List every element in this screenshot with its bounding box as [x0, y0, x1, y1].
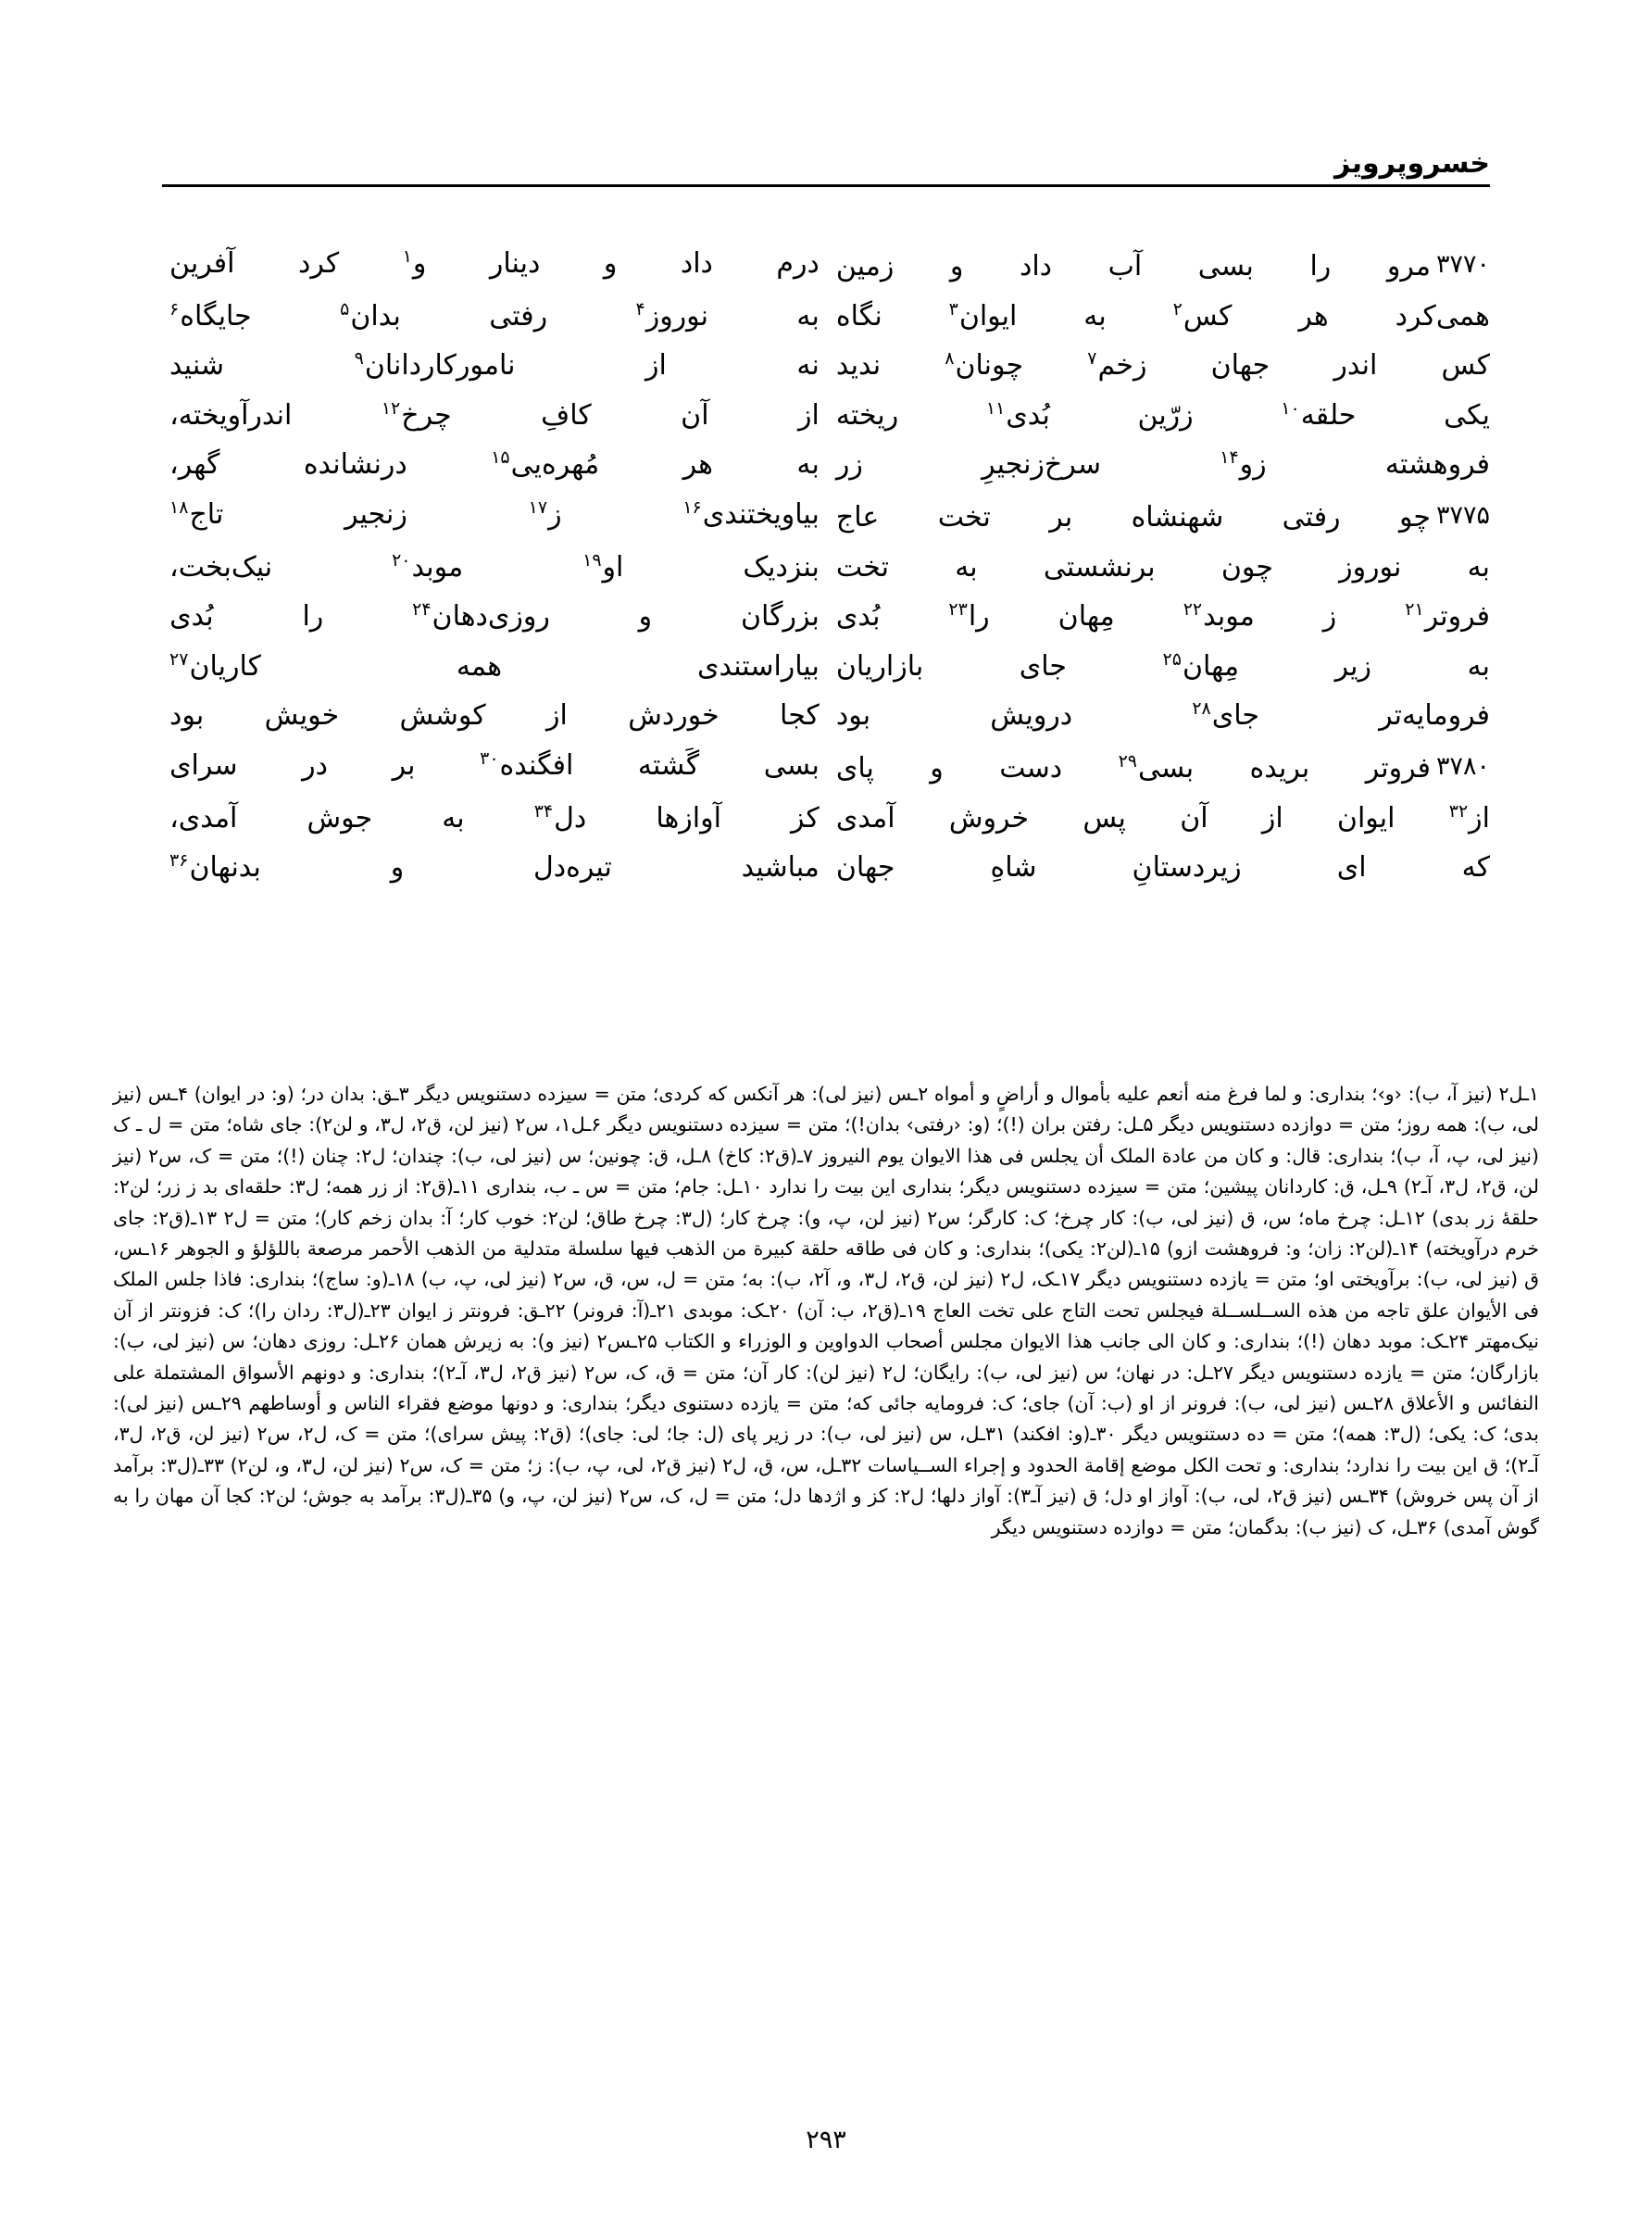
hemistich-left — [162, 847, 820, 889]
verse-word: نامورکاردانان$^۹$ — [354, 348, 516, 383]
verse-word: اندر — [1333, 349, 1378, 383]
verse-word: آب — [1108, 250, 1143, 282]
verse-word: کرد — [297, 247, 340, 280]
hemistich-inner — [836, 596, 1490, 638]
verse-word: و — [390, 851, 405, 885]
hemistich-text — [836, 295, 1490, 338]
verse-word: بیاویختندی$^{۱۶}$ — [682, 496, 820, 531]
hemistich-inner — [169, 695, 820, 737]
hemistich-text — [836, 747, 1431, 790]
verse-word: شنید — [169, 349, 225, 383]
verse-word: گهر، — [169, 448, 220, 482]
hemistich-inner — [169, 546, 820, 589]
verse-word: به — [1467, 649, 1490, 683]
verse-word: بر — [392, 748, 416, 782]
footnote-marker[interactable]: ۲۳ — [948, 599, 968, 621]
verse-word: را — [1309, 250, 1332, 282]
verse-word: سرای — [169, 748, 238, 782]
hemistich-inner — [836, 797, 1490, 840]
footnote-marker[interactable]: ۲۱ — [1405, 599, 1424, 621]
verse-word: به — [1083, 299, 1107, 333]
verse-word: افگنده$^{۳۰}$ — [480, 747, 574, 782]
verse-word: پس — [1083, 801, 1126, 835]
verse-word: جهان — [1210, 349, 1270, 383]
verse-word: بیاراستندی — [697, 649, 820, 683]
hemistich-right — [820, 395, 1490, 437]
verse-line — [162, 444, 1490, 486]
hemistich-inner — [836, 395, 1490, 437]
hemistich-inner — [836, 546, 1490, 589]
footnote-marker[interactable]: ۱۵ — [491, 447, 510, 469]
verse-word: چون — [1220, 550, 1273, 584]
hemistich-left — [162, 494, 820, 536]
hemistich-right — [820, 245, 1490, 288]
verse-word: آمدی — [835, 801, 895, 835]
verse-word: درم — [776, 247, 820, 280]
footnote-marker[interactable]: ۱۲ — [381, 397, 401, 419]
hemistich-left — [162, 646, 820, 688]
verse-number: ۳۷۸۰ — [1435, 751, 1490, 781]
hemistich-text — [836, 395, 1490, 437]
verse-word: خویش — [264, 699, 340, 733]
hemistich-left — [162, 295, 820, 338]
verse-word: و — [638, 600, 653, 634]
verse-word: از$^{۳۲}$ — [1448, 800, 1490, 835]
verse-word: زو$^{۱۴}$ — [1220, 447, 1267, 482]
verse-line — [162, 295, 1490, 338]
hemistich-inner — [169, 596, 820, 638]
verse-word: برنشستی — [1043, 550, 1156, 584]
verse-word: و$^۱$ — [402, 246, 427, 280]
verse-word: مِهان$^{۲۵}$ — [1162, 648, 1240, 683]
hemistich-inner — [169, 395, 820, 437]
verse-word: هر — [1298, 299, 1329, 333]
hemistich-right — [820, 546, 1490, 589]
verse-word: را — [302, 600, 324, 634]
footnote-marker[interactable]: ۷ — [1087, 348, 1097, 370]
footnote-marker[interactable]: ۲۲ — [1183, 599, 1203, 621]
hemistich-text — [836, 345, 1490, 387]
verse-word: که — [1461, 851, 1490, 885]
verse-word: پای — [835, 751, 874, 784]
verse-word: بود — [835, 699, 871, 733]
footnotes-paragraph: ۱ـل۲ (نیز آ، ب): ‹و›؛ بنداری: و لما فرغ منه أنعم علیه بأموال و أراضٍ و أمواه ۲ـس (نیز لی): هر آنکس که کردی؛ متن = سیزده دستنویس دیگر ۳ـق: بدان در؛ (و: در ایوان) ۴ـس (نیز لی، ب): همه روز؛ متن = دوازده دستنویس دیگر ۵ـل: رفتن بران (!)؛ (و: ‹رفتی› بدان!)؛ متن = سیزده دستنویس دیگر ۶ـل۱، س۲ (نیز لن، ق۲، ل۳، و لن۲): جای شاه؛ متن = ل ـ ک (نیز لی، پ، آ، ب)؛ بنداری: قال: و کان من عادة الملک أن یجلس فی هذا الایوان یوم النیروز ۷ـ(ق۲: کاخ) ۸ـل، ق: چونین؛ س (نیز لی، ب): چندان؛ ل۲: چنان (!)؛ متن = ک، س۲ (نیز لن، ق۲، ل۳، آـ۲) ۹ـل، ق: کاردانان پیشین؛ متن = سیزده دستنویس دیگر؛ بنداری این بیت را ندارد ۱۰ـل: جام؛ متن = س ـ ب، بنداری ۱۱ـ(ق۲: از زر همه؛ ل۳: حلقه‌ای بد ز زر؛ لن۲: حلقهٔ زر بدی) ۱۲ـل: چرخ ماه؛ س، ق (نیز لی، ب): کار چرخ؛ ک: کارگر؛ س۲ (نیز لن، پ، و): چرخ کار؛ (ل۳: چرخ طاق؛ لن۲: خوب کار؛ آ: بدان زخم کار)؛ متن = ل۲ ۱۳ـ(ق۲: جای خرم درآویخته) ۱۴ـ(لن۲: زان؛ و: فروهشت ازو) ۱۵ـ(لن۲: یکی)؛ بنداری: و کان فی طاقه حلقة کبیرة من الذهب فیها سلسلة متدلیة من الذهب الأحمر مرصعة باللؤلؤ و الجوهر ۱۶ـس، ق (نیز لی، ب): برآویختی او؛ متن = یازده دستنویس دیگر ۱۷ـک، ل۲ (نیز لن، ق۲، ل۳، و، آ۲، ب): به؛ متن = ل، س، ق، س۲ (نیز لی، پ، ب) ۱۸ـ(و: ساج)؛ بنداری: فاذا جلس الملک فی الأیوان علق تاجه من هذه الســلســلة فیجلس تحت التاج علی تخت العاج ۱۹ـ(ق۲، ب: آن) ۲۰ـک: موبدی ۲۱ـ(آ: فرونر) ۲۲ـق: فرونتر ز ایوان ۲۳ـ(ل۳: ردان را)؛ ک: فزونتر از آن نیک‌مهتر ۲۴ـک: موبد دهان (!)؛ بنداری: و کان الی جانب هذا الایوان مجلس أصحاب الدواوین و الوزراء و الکتاب ۲۵ـس۲ (نیز و): به زیرش همان ۲۶ـل: روزی دهان؛ س (نیز لی، ب): بازارگان؛ متن = یازده دستنویس دیگر ۲۷ـل: در نهان؛ س (نیز لی، ب): رایگان؛ ل۲ (نیز لن): کار آن؛ متن = ق، ک، س۲ (نیز ق۲، ل۳، آـ۲)؛ بنداری: و دونهم الأسواق المشتملة علی النفائس و الأعلاق ۲۸ـس (نیز لی، ب): فرونر از او (ب: آن) جای؛ ک: فرومایه جائی که؛ متن = یازده دستنوی دیگر؛ بنداری: و دونها موضع فقراء الناس و أوساطهم ۲۹ـس (نیز لی): بدی؛ ک: یکی؛ (ل۳: همه)؛ متن = ده دستنویس دیگر ۳۰ـ(و: افکند) ۳۱ـل، س (نیز لی، ب): در زیر پای (ل: جا؛ لی: جای)؛ (ق۲: پیش سرای)؛ متن = ک، ل۲، س۲ (نیز لن، ق۲، ل۳، آـ۲)؛ ق این بیت را ندارد؛ بنداری: و تحت الکل موضع إقامة الحدود و إجراء الســیاسات ۳۲ـل، س، ق، ل۲ (نیز ق۲، لی، پ، ب): ز؛ متن = ک، س۲ (نیز لن، ل۳، و، لن۲) ۳۳ـ(ل۳: برآمد از آن پس خروش) ۳۴ـس (نیز ق۲، لی، ب): آواز او دل؛ ق (نیز آـ۳): آواز دلها؛ ل۲: کز و اژدها دل؛ متن = ل، ک، س۲ (نیز لن، پ، و) ۳۵ـ(ل۳: برآمد به جوش؛ لن۲: کجا آن مهان را به گوش آمدی) ۳۶ـل، ک (نیز ب): بدگمان؛ متن = دوازده دستنویس دیگر — [113, 1083, 1540, 1538]
verse-word: یکی — [1444, 398, 1490, 432]
verse-word: کاریان$^{۲۷}$ — [169, 648, 261, 683]
footnote-marker[interactable]: ۱۱ — [985, 397, 1006, 419]
verse-word: فروتر — [1365, 751, 1431, 784]
verse-word: تیره‌دل — [533, 851, 612, 885]
running-header — [162, 147, 1490, 215]
hemistich-text — [836, 596, 1490, 638]
hemistich-right — [820, 596, 1490, 638]
footnote-marker[interactable]: ۱ — [402, 246, 412, 267]
hemistich-right — [820, 797, 1490, 840]
verse-word: از — [798, 398, 820, 432]
footnotes-block — [113, 1079, 1539, 1543]
footnote-marker[interactable]: ۱۰ — [1281, 397, 1300, 419]
verse-word: را$^{۲۳}$ — [948, 599, 990, 634]
verse-word: شاهِ — [990, 851, 1037, 885]
footnote-marker[interactable]: ۲ — [1172, 298, 1183, 320]
verse-word: نوروز — [1339, 550, 1402, 584]
page-number: ۲۹۳ — [806, 2126, 846, 2154]
verse-word: موبد$^{۲۲}$ — [1183, 599, 1255, 634]
hemistich-text — [169, 444, 820, 486]
verse-word: دل$^{۳۴}$ — [533, 800, 587, 835]
footnote-marker[interactable]: ۹ — [354, 348, 364, 370]
footnote-marker[interactable]: ۲۴ — [412, 599, 432, 621]
hemistich-right — [820, 695, 1490, 737]
verse-word: آوازها — [656, 801, 721, 835]
verse-word: کس — [1441, 349, 1490, 383]
hemistich-text — [169, 295, 820, 338]
verse-word: زر — [835, 448, 863, 482]
verse-line — [162, 847, 1490, 889]
verse-word: خروش — [948, 801, 1030, 835]
footnote-marker[interactable]: ۱۴ — [1220, 447, 1239, 469]
verse-word: مباشید — [741, 851, 820, 885]
hemistich-inner — [169, 494, 820, 536]
verse-word: بُدی — [835, 600, 881, 634]
hemistich-left — [162, 444, 820, 486]
hemistich-text — [169, 546, 820, 589]
verse-word: از — [546, 699, 568, 733]
verse-line — [162, 345, 1490, 387]
verse-word: چونان$^۸$ — [945, 348, 1024, 383]
verse-word: به — [1467, 550, 1490, 584]
verse-word: سرخ‌زنجیرِ — [982, 448, 1101, 482]
verse-word: زمین — [835, 250, 895, 282]
footnote-marker[interactable]: ۴ — [635, 298, 645, 320]
hemistich-right — [820, 496, 1490, 539]
verse-word: بریده — [1249, 751, 1310, 784]
hemistich-text — [836, 646, 1490, 688]
footnote-marker[interactable]: ۱۶ — [682, 496, 702, 518]
hemistich-right — [820, 345, 1490, 387]
hemistich-inner — [836, 295, 1490, 338]
verse-word: جای$^{۲۸}$ — [1192, 698, 1259, 733]
verse-word: بدنهان$^{۳۶}$ — [169, 850, 261, 885]
hemistich-text — [836, 546, 1490, 589]
verse-word: درویش — [990, 699, 1073, 733]
verse-word: در — [302, 748, 328, 782]
footnote-marker[interactable]: ۳۰ — [480, 747, 499, 769]
hemistich-right — [820, 295, 1490, 338]
hemistich-inner — [169, 444, 820, 486]
verse-word: مُهره‌یی$^{۱۵}$ — [491, 447, 600, 482]
hemistich-left — [162, 745, 820, 787]
verse-word: درنشانده — [303, 448, 407, 482]
hemistich-inner — [169, 243, 820, 285]
hemistich-text — [169, 243, 820, 285]
verse-word: هر — [682, 448, 713, 482]
verse-word: گَشته — [637, 748, 700, 782]
hemistich-inner — [836, 345, 1490, 387]
verse-line — [162, 494, 1490, 539]
verse-word: حلقه$^{۱۰}$ — [1281, 397, 1357, 432]
verse-word: ز — [1322, 600, 1337, 634]
footnote-marker[interactable]: ۶ — [169, 298, 180, 320]
verse-word: جای — [1019, 649, 1067, 683]
hemistich-text — [836, 847, 1490, 889]
verse-word: ریخته — [835, 398, 899, 432]
verse-word: خوردش — [628, 699, 720, 733]
hemistich-left — [162, 345, 820, 387]
verse-word: کجا — [780, 699, 820, 733]
verse-word: جهان — [835, 851, 895, 885]
verse-word: تخت — [835, 550, 890, 584]
verse-word: همی‌کرد — [1395, 299, 1490, 333]
hemistich-text — [836, 797, 1490, 840]
footnote-marker[interactable]: ۲۸ — [1192, 698, 1211, 720]
verse-word: کافِ — [541, 398, 592, 432]
hemistich-text — [169, 345, 820, 387]
verse-line — [162, 695, 1490, 737]
verse-word: بازاریان — [835, 649, 924, 683]
verse-word: زنجیر — [344, 497, 407, 531]
footnote-marker[interactable]: ۳۶ — [169, 850, 189, 872]
verse-word: همه — [456, 649, 503, 683]
hemistich-inner — [836, 496, 1490, 539]
verse-word: دست — [999, 751, 1063, 784]
verse-word: فرومایه‌تر — [1379, 699, 1490, 733]
hemistich-text — [169, 847, 820, 889]
hemistich-left — [162, 797, 820, 840]
hemistich-inner — [836, 695, 1490, 737]
footnote-marker[interactable]: ۵ — [340, 298, 350, 320]
verse-word: بُدی — [169, 600, 214, 634]
footnote-marker[interactable]: ۲۵ — [1162, 648, 1182, 670]
header-rule — [162, 184, 1490, 187]
verse-word: بزرگان — [741, 600, 820, 634]
verse-line — [162, 745, 1490, 790]
verse-line — [162, 395, 1490, 437]
hemistich-text — [169, 695, 820, 737]
hemistich-inner — [169, 797, 820, 840]
verse-word: ای — [1336, 851, 1367, 885]
verse-word: بُدی$^{۱۱}$ — [985, 397, 1050, 432]
footnote-marker[interactable]: ۱۸ — [169, 496, 189, 518]
verse-word: فروتر$^{۲۱}$ — [1405, 599, 1490, 634]
hemistich-text — [169, 596, 820, 638]
hemistich-right — [820, 747, 1490, 790]
verse-word: زیر — [1334, 649, 1371, 683]
verse-word: بنزدیک — [743, 550, 820, 584]
verse-word: بود — [169, 699, 205, 733]
verse-word: بسی — [763, 748, 820, 782]
verse-word: زیردستانِ — [1132, 851, 1242, 885]
verse-word: رفتی — [1282, 500, 1341, 533]
verse-word: آفرین — [169, 247, 235, 280]
hemistich-text — [169, 646, 820, 688]
footnote-marker[interactable]: ۱۷ — [528, 496, 548, 518]
verse-word: ندید — [835, 349, 882, 383]
verse-line — [162, 646, 1490, 688]
hemistich-left — [162, 695, 820, 737]
verse-word: و — [930, 751, 944, 784]
footnote-marker[interactable]: ۸ — [945, 348, 955, 370]
verse-word: تخت — [937, 500, 991, 533]
verse-number: ۳۷۷۵ — [1435, 500, 1490, 530]
verse-word: رفتی — [489, 299, 548, 333]
verse-word: و — [603, 247, 618, 280]
verse-word: بدان$^۵$ — [340, 298, 401, 333]
verse-word: عاج — [835, 500, 880, 533]
verse-word: چو — [1398, 500, 1431, 533]
verse-word: بسی$^{۲۹}$ — [1118, 750, 1195, 784]
verse-block — [162, 243, 1490, 897]
footnote-marker[interactable]: ۱۹ — [582, 549, 602, 571]
verse-word: جوش — [307, 801, 373, 835]
hemistich-inner — [169, 295, 820, 338]
verse-word: نه — [796, 349, 820, 383]
verse-word: ایوان — [1336, 801, 1395, 835]
verse-word: روزی‌دهان$^{۲۴}$ — [412, 599, 550, 634]
hemistich-text — [836, 444, 1490, 486]
verse-number: ۳۷۷۰ — [1435, 250, 1490, 279]
verse-word: ایوان$^۳$ — [948, 298, 1018, 333]
verse-word: تاج$^{۱۸}$ — [169, 496, 224, 531]
hemistich-text — [169, 797, 820, 840]
verse-word: فروهشته — [1384, 448, 1490, 482]
footnote-marker[interactable]: ۳۴ — [533, 800, 554, 822]
verse-word: او$^{۱۹}$ — [582, 549, 624, 584]
verse-word: کز — [791, 801, 820, 835]
verse-line — [162, 243, 1490, 288]
verse-word: داد — [1019, 250, 1053, 282]
verse-word: داد — [680, 247, 713, 280]
verse-word: کس$^۲$ — [1172, 298, 1233, 333]
running-header-title: خسروپرویز — [1334, 147, 1490, 180]
footnote-marker[interactable]: ۲۹ — [1118, 750, 1137, 772]
verse-word: جایگاه$^۶$ — [169, 298, 252, 333]
hemistich-inner — [169, 345, 820, 387]
hemistich-text — [169, 395, 820, 437]
hemistich-inner — [836, 245, 1490, 288]
verse-word: بر — [1049, 500, 1073, 533]
verse-word: بسی — [1197, 250, 1254, 282]
verse-word: ز$^{۱۷}$ — [528, 496, 562, 531]
hemistich-inner — [836, 747, 1490, 790]
footnote-marker[interactable]: ۳ — [948, 298, 958, 320]
hemistich-text — [169, 494, 820, 536]
verse-line — [162, 546, 1490, 589]
verse-word: به — [442, 801, 465, 835]
verse-word: دینار — [489, 247, 541, 280]
verse-word: شهنشاه — [1131, 500, 1224, 533]
verse-word: آمدی، — [169, 801, 238, 835]
hemistich-right — [820, 646, 1490, 688]
hemistich-text — [836, 695, 1490, 737]
hemistich-left — [162, 395, 820, 437]
verse-word: اندرآویخته، — [169, 398, 293, 432]
verse-word: چرخ$^{۱۲}$ — [381, 397, 452, 432]
verse-word: زرّین — [1137, 398, 1194, 432]
footnote-marker[interactable]: ۳۲ — [1448, 800, 1469, 822]
hemistich-text — [836, 496, 1431, 539]
hemistich-inner — [169, 646, 820, 688]
hemistich-left — [162, 546, 820, 589]
verse-word: مرو — [1386, 250, 1431, 282]
hemistich-right — [820, 847, 1490, 889]
hemistich-right — [820, 444, 1490, 486]
verse-word: به — [955, 550, 978, 584]
hemistich-inner — [836, 646, 1490, 688]
verse-word: آن — [1180, 801, 1208, 835]
verse-line — [162, 596, 1490, 638]
verse-word: نیک‌بخت، — [169, 550, 273, 584]
hemistich-text — [169, 745, 820, 787]
hemistich-left — [162, 243, 820, 285]
verse-word: به — [796, 448, 820, 482]
footnote-marker[interactable]: ۲۷ — [169, 648, 189, 670]
verse-word: نوروز$^۴$ — [635, 298, 709, 333]
hemistich-inner — [836, 847, 1490, 889]
verse-word: مِهان — [1058, 600, 1115, 634]
verse-word: زخم$^۷$ — [1087, 348, 1147, 383]
verse-word: از — [645, 349, 667, 383]
hemistich-inner — [169, 745, 820, 787]
hemistich-inner — [836, 444, 1490, 486]
verse-word: نگاه — [835, 299, 882, 333]
verse-word: از — [1261, 801, 1283, 835]
hemistich-left — [162, 596, 820, 638]
verse-word: و — [949, 250, 964, 282]
hemistich-inner — [169, 847, 820, 889]
verse-word: کوشش — [399, 699, 486, 733]
footnote-marker[interactable]: ۲۰ — [392, 549, 411, 571]
hemistich-text — [836, 245, 1431, 288]
verse-line — [162, 797, 1490, 840]
verse-word: موبد$^{۲۰}$ — [392, 549, 464, 584]
verse-word: به — [796, 299, 820, 333]
verse-word: آن — [681, 398, 709, 432]
